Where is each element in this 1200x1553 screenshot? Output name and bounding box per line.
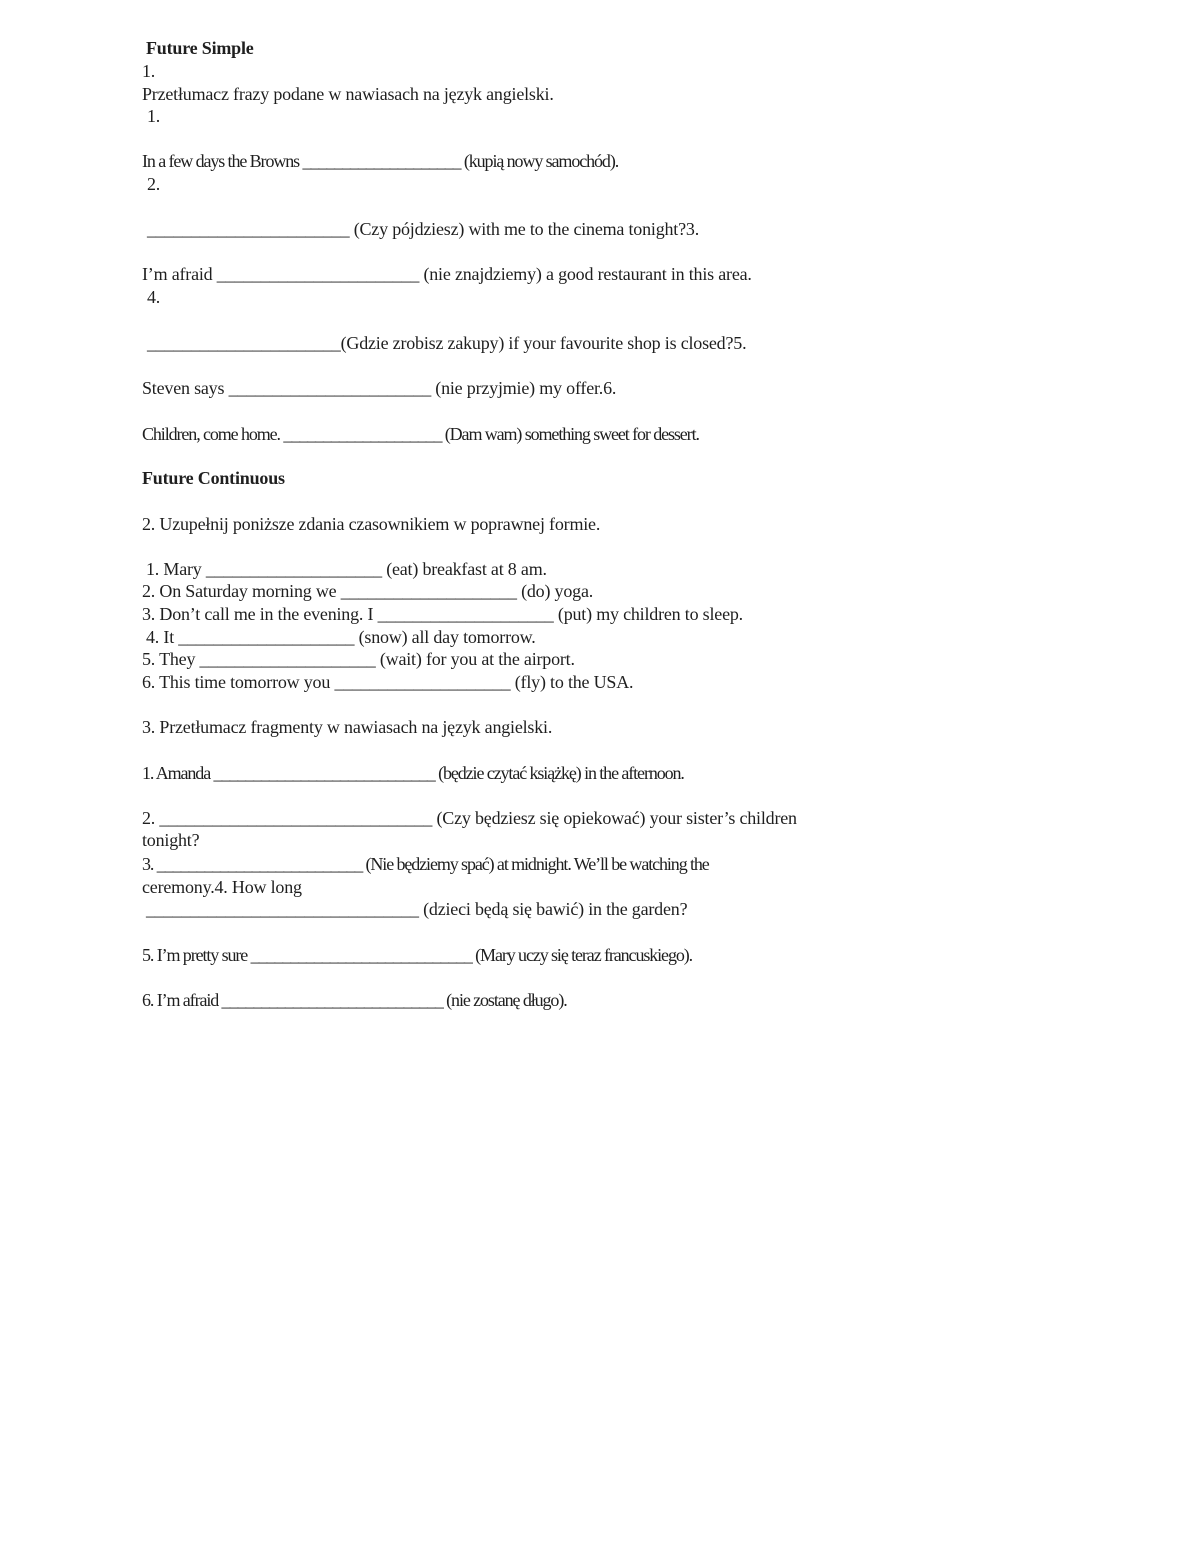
heading-future-simple: Future Simple: [146, 38, 254, 58]
exercise-1-instruction: Przetłumacz frazy podane w nawiasach na język angielski.: [142, 84, 554, 104]
exercise-3-item-5: 5. I’m pretty sure ____________________________ (Mary uczy się teraz francuskiego).: [142, 945, 693, 965]
exercise-2-item-2: 2. On Saturday morning we ____________________ (do) yoga.: [142, 581, 594, 601]
exercise-3-item-3: 3. __________________________ (Nie będziemy spać) at midnight. We’ll be watching the: [142, 854, 709, 874]
exercise-3-item-1: 1. Amanda ____________________________ (będzie czytać książkę) in the afternoon.: [142, 763, 684, 783]
exercise-3-instruction: 3. Przetłumacz fragmenty w nawiasach na język angielski.: [142, 717, 553, 737]
exercise-2-item-1: 1. Mary ____________________ (eat) breakfast at 8 am.: [146, 559, 547, 579]
exercise-2-item-6: 6. This time tomorrow you ____________________ (fly) to the USA.: [142, 672, 634, 692]
exercise-2-item-3: 3. Don’t call me in the evening. I ____________________ (put) my children to sleep.: [142, 604, 743, 624]
exercise-3-item-2: 2. _______________________________ (Czy będziesz się opiekować) your sister’s children: [142, 808, 797, 828]
exercise-2-item-4: 4. It ____________________ (snow) all day tomorrow.: [146, 627, 536, 647]
exercise-3-item-2-continued: tonight?: [142, 830, 200, 850]
exercise-1-item-5: Steven says _______________________ (nie przyjmie) my offer.6.: [142, 378, 617, 398]
exercise-1-number: 1.: [142, 61, 156, 81]
exercise-1-item-3: I’m afraid _______________________ (nie znajdziemy) a good restaurant in this area.: [142, 264, 752, 284]
exercise-3-item-6: 6. I’m afraid ____________________________ (nie zostanę długo).: [142, 990, 567, 1010]
exercise-3-item-3-continued: ceremony.4. How long: [142, 877, 302, 897]
exercise-1-item-2: _______________________ (Czy pójdziesz) with me to the cinema tonight?3.: [147, 219, 700, 239]
exercise-1-item-6: Children, come home. ____________________ (Dam wam) something sweet for dessert.: [142, 424, 699, 444]
exercise-1-item-number-4: 4.: [147, 287, 161, 307]
exercise-2-instruction: 2. Uzupełnij poniższe zdania czasownikiem w poprawnej formie.: [142, 514, 601, 534]
exercise-1-item-4: ______________________(Gdzie zrobisz zakupy) if your favourite shop is closed?5.: [147, 333, 747, 353]
exercise-2-item-5: 5. They ____________________ (wait) for you at the airport.: [142, 649, 575, 669]
exercise-1-item-1: In a few days the Browns ____________________ (kupią nowy samochód).: [142, 151, 619, 171]
exercise-1-item-number-1: 1.: [147, 106, 161, 126]
exercise-3-item-4: _______________________________ (dzieci będą się bawić) in the garden?: [146, 899, 688, 919]
heading-future-continuous: Future Continuous: [142, 468, 285, 488]
exercise-1-item-number-2: 2.: [147, 174, 161, 194]
